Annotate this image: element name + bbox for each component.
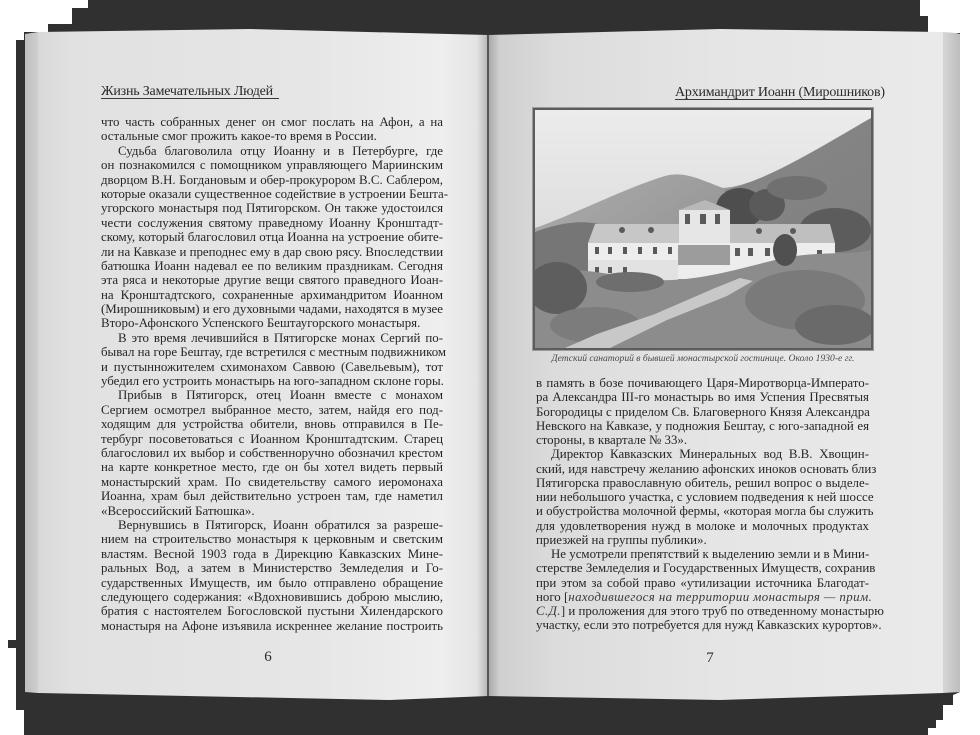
text-line: чести сослужения святому праведному Иоанну Кронштадт-: [101, 215, 443, 230]
page-number-right: 7: [706, 650, 714, 666]
text-line: для удовлетворения нужд в молоке и молочных продуктах: [536, 518, 869, 533]
text-line: в память в бозе почивающего Царя-Миротворца-Императо-: [536, 376, 869, 390]
running-head-right: Архимандрит Иоанн (Мирошников): [675, 85, 885, 100]
text-line: ский, идя навстречу желанию афонских иноков основать близ: [536, 461, 877, 476]
text-line: монастыря на Афоне изъявила искреннее желание построить: [101, 618, 443, 633]
text-line: на Кронштадтского, сохраненные архимандритом Иоанном: [101, 287, 443, 302]
text-line: угорского монастыря под Пятигорском. Он также удостоился: [101, 201, 443, 216]
text-line: Вернувшись в Пятигорск, Иоанн обратился за разреше-: [118, 517, 443, 532]
text-line: [536, 589, 873, 604]
text-line: остальные смог прожить какое-то время в России.: [101, 129, 377, 144]
text-line: (Мирошниковым) и его духовными чадами, находятся в музее: [101, 302, 443, 317]
text-run: ] и проложения для этого труб по отведенному монастырю: [560, 604, 884, 618]
text-line: следующего содержания: «Вдохновившись доброю мыслию,: [101, 589, 443, 604]
running-head-left: Жизнь Замечательных Людей: [101, 85, 279, 99]
right-page-edge: [943, 32, 960, 693]
text-line: на карте конкретное место, где он бы хотел видеть первый: [101, 460, 443, 475]
text-line: ходящим для устройства обители, вновь отправился в Пе-: [101, 417, 443, 432]
text-line: которые оказали существенное содействие в устроении Бешта-: [101, 186, 449, 201]
text-line: что часть собранных денег он смог послать на Афон, а на: [101, 115, 443, 129]
text-line: братия с настоятелем Богословской пустыни Хилендарского: [101, 604, 443, 619]
left-page-edge: [25, 32, 38, 693]
text-line: и пустынножителем схимонахом Саввою (Савельевым), тот: [101, 359, 443, 374]
page-number-left: 6: [264, 649, 272, 665]
historical-photo: [533, 108, 873, 350]
right-page-body: [536, 376, 884, 633]
text-line: Второ-Афонского Успенского Бештаугорского монастыря.: [101, 316, 421, 331]
text-line: убедил его устроить монастырь на юго-западном склоне горы.: [101, 374, 444, 389]
text-line: Иоанна, храм был действительно устроен там, где наметил: [101, 489, 443, 504]
text-line: при этом за собой право «утилизации источника Благодат-: [536, 575, 869, 590]
text-line: эта ряса и некоторые другие вещи святого праведного Иоан-: [101, 273, 443, 288]
text-line: дворцом В.Н. Богдановым и обер-прокурором В.С. Саблером,: [101, 172, 443, 187]
text-line: тербург посоветоваться с Иоанном Кронштадтским. Старец: [101, 431, 443, 446]
text-line: скому, который благословил отца Иоанна на устроение обите-: [101, 230, 443, 245]
text-line: нии небольшого участка, с условием подведения к ней шоссе: [536, 490, 874, 504]
text-line: Богородицы с приделом Св. Благоверного Князя Александра: [536, 404, 870, 419]
text-line: ли на Кавказе и преподнес ему в дар свою рясу. Впоследствии: [101, 244, 444, 259]
text-line: благословил их выбор и собственноручно обозначил крестом: [101, 445, 443, 460]
text-line: Сергием осмотрел выбранное место, затем, найдя его под-: [101, 402, 443, 417]
text-line: Не усмотрели препятствий к выделению земли и в Мини-: [551, 547, 870, 561]
text-line: сударственных Имуществ, им было отправлено обращение: [101, 575, 443, 590]
text-line: участку, если это потребуется для нужд Кавказских курортов».: [536, 618, 882, 633]
text-line: Судьба благоволила отцу Иоанну и в Петербурге, где: [118, 143, 443, 158]
text-line: батюшка Иоанн надевал ее по великим праздникам. Сегодня: [101, 258, 443, 273]
left-page-body: [101, 115, 449, 633]
text-line: властям. Весной 1903 года в Дирекцию Кавказских Мине-: [101, 546, 443, 561]
sanatorium-building-photo: [535, 110, 871, 348]
text-line: он познакомился с помощником управляющего Мариинским: [101, 158, 443, 173]
editor-note-italic: находившегося на территории монастыря — прим.: [568, 589, 873, 604]
text-line: «Всероссийский Батюшка».: [101, 503, 255, 518]
text-line: нием на строительство монастыря к церковным и светским: [101, 532, 443, 547]
text-line: ра Александра III-го монастырь во имя Успения Пресвятыя: [536, 390, 869, 405]
text-line: приезжей на группы публики».: [536, 532, 707, 547]
text-line: стороны, в квартале № 33».: [536, 433, 688, 447]
photo-caption: Детский санаторий в бывшей монастырской гостинице. Около 1930-е гг.: [551, 353, 855, 364]
text-line: Невского на Кавказе, у подножия Бештау, с юго-западной ея: [536, 418, 869, 433]
text-line: стерстве Земледелия и Государственных Имуществ, сохранив: [536, 561, 876, 576]
text-line: монастырский храм. По свидетельству самого иеромонаха: [101, 474, 443, 489]
text-line: Прибыв в Пятигорск, отец Иоанн вместе с монахом: [118, 388, 443, 403]
editor-initials-italic: С.Д.: [536, 604, 561, 618]
text-line: бывал на горе Бештау, где встретился с местным подвижником: [101, 345, 447, 360]
text-line: ральных Вод, а затем в Министерство Земледелия и Го-: [101, 561, 443, 576]
text-line: и обустройства молочной фермы, «которая могла бы служить: [536, 504, 874, 519]
text-line: [536, 604, 884, 618]
text-line: В это время лечившийся в Пятигорске монах Сергий по-: [118, 330, 443, 345]
text-run: ного [: [536, 589, 569, 604]
text-line: Пятигорска православную обитель, решил вопрос о выделе-: [536, 475, 869, 490]
text-line: Директор Кавказских Минеральных вод В.В. Хвощин-: [551, 447, 869, 462]
